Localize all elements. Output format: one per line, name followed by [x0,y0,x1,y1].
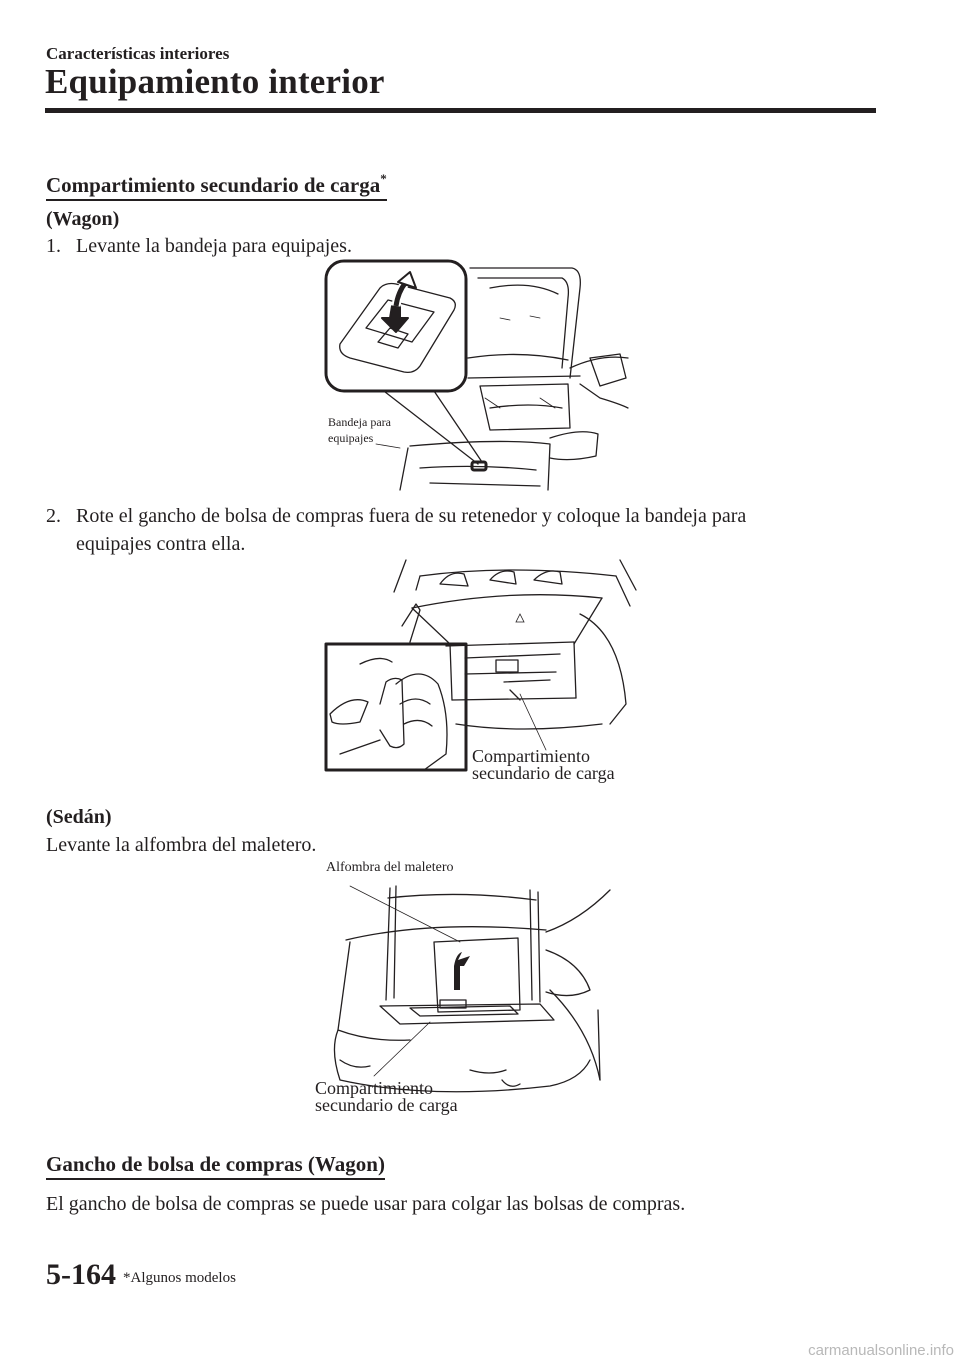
step-1: 1. Levante la bandeja para equipajes. [46,235,352,257]
figure-wagon-tray [300,258,630,494]
callout-leader [374,1022,430,1076]
section-label: Características interiores [46,44,230,63]
sedan-label: (Sedán) [46,806,112,828]
hook-section-heading: Gancho de bolsa de compras (Wagon) [46,1152,385,1180]
callout-leader [520,694,546,750]
figure2-callout: Compartimiento secundario de carga [472,746,615,783]
figure1-callout: Bandeja para equipajes [328,415,391,445]
hand-inset [326,604,466,770]
cargo-section-heading: Compartimiento secundario de carga* [46,166,387,201]
wagon-label: (Wagon) [46,208,120,230]
footnote: *Algunos modelos [123,1270,236,1286]
page-title: Equipamiento interior [45,62,385,101]
figure3-top-callout: Alfombra del maletero [326,860,454,875]
title-rule [45,108,876,113]
step-2: 2. Rote el gancho de bolsa de compras fuera de su retenedor y coloque la bandeja para equipajes contra ella. [46,505,747,555]
figure3-callout: Compartimiento secundario de carga [315,1078,458,1115]
sedan-trunk-illustration [334,886,610,1092]
figure-wagon-compartment [320,554,640,774]
hook-section-text: El gancho de bolsa de compras se puede usar para colgar las bolsas de compras. [46,1193,686,1215]
page-number: 5-164 [46,1258,116,1291]
footnote-mark: * [380,171,387,186]
figure-sedan-trunk [310,880,610,1110]
watermark: carmanualsonline.info [808,1342,954,1359]
inset-leader-line [380,388,482,464]
up-arrow-icon [454,952,470,990]
sedan-text: Levante la alfombra del maletero. [46,834,317,856]
